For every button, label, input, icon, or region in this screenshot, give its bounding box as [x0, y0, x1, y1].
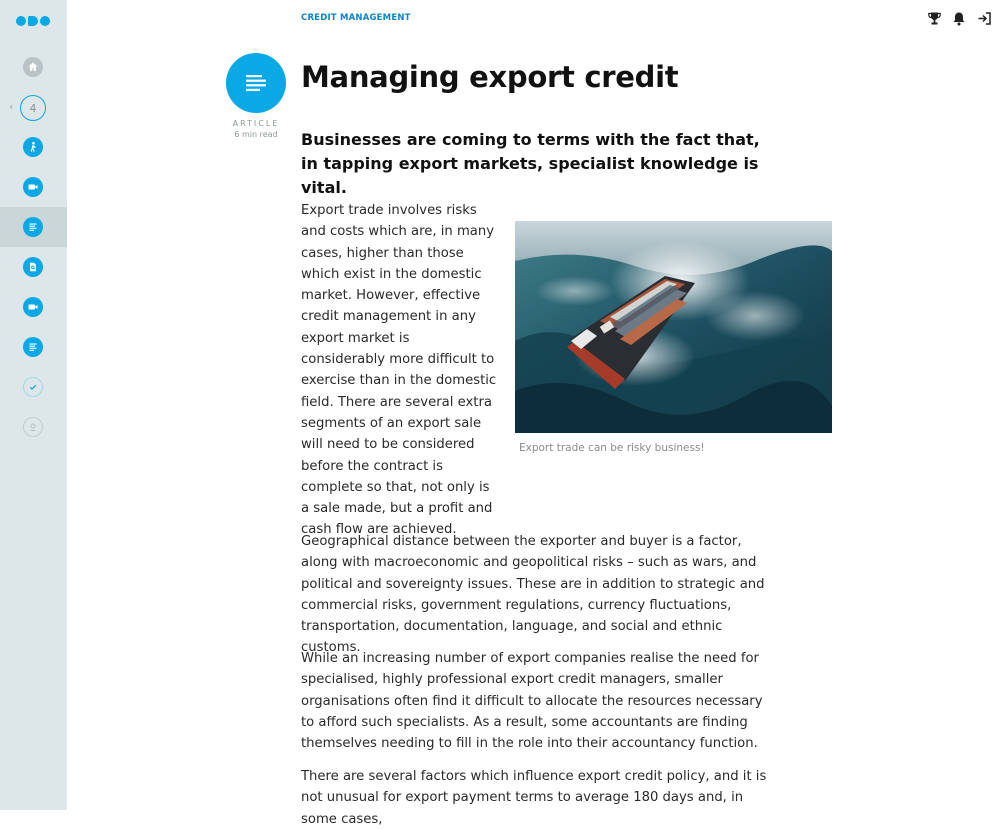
- home-icon: [23, 57, 43, 77]
- bell-icon[interactable]: [951, 10, 967, 26]
- header-actions: [926, 10, 992, 26]
- sidebar-item-quiz[interactable]: [0, 367, 67, 407]
- image-caption: Export trade can be risky business!: [519, 442, 705, 454]
- article-icon: [23, 337, 43, 357]
- sidebar-item-video-2[interactable]: [0, 287, 67, 327]
- article-paragraph-4: There are several factors which influence export credit policy, and it is not unusual for export payment terms to average 180 days and, in some cases,: [301, 769, 767, 827]
- document-search-icon: [23, 257, 43, 277]
- category-label[interactable]: CREDIT MANAGEMENT: [301, 13, 411, 23]
- sidebar-item-certificate[interactable]: [0, 407, 67, 447]
- article-figure: [515, 221, 832, 454]
- article-lead: Businesses are coming to terms with the fact that, in tapping export markets, specialist knowledge is vital.: [301, 130, 760, 197]
- video-icon: [23, 297, 43, 317]
- quiz-check-icon: [23, 377, 43, 397]
- page-title: Managing export credit: [301, 60, 679, 94]
- content-type-label: ARTICLE: [232, 119, 280, 128]
- sidebar-item-video[interactable]: [0, 167, 67, 207]
- progress-count: 4: [20, 95, 46, 121]
- read-time: 6 min read: [234, 130, 278, 139]
- ship-in-storm-image: [515, 221, 832, 433]
- article-type-badge: [226, 53, 286, 113]
- trophy-icon[interactable]: [926, 10, 942, 26]
- article-icon: [23, 217, 43, 237]
- logo[interactable]: [16, 16, 50, 26]
- sidebar-item-article[interactable]: [0, 207, 67, 247]
- person-icon: [23, 137, 43, 157]
- article-paragraph-2: Geographical distance between the exporter and buyer is a factor, along with macroeconomic and geopolitical risks – such as wars, and political and sovereignty issues. These are in addition to strategic and commercial risks, government regulations, currency fluctuations, transportation, documentation, language, and social and ethnic customs.: [301, 534, 765, 656]
- sidebar-item-person[interactable]: [0, 127, 67, 167]
- certificate-icon: [23, 417, 43, 437]
- sidebar-progress[interactable]: [0, 88, 67, 128]
- logout-icon[interactable]: [976, 10, 992, 26]
- article-icon: [243, 70, 269, 96]
- chevron-left-icon[interactable]: ‹: [9, 100, 14, 113]
- sidebar-item-document[interactable]: [0, 247, 67, 287]
- sidebar-item-article-2[interactable]: [0, 327, 67, 367]
- article-paragraph-3: While an increasing number of export companies realise the need for specialised, highly professional export credit managers, smaller organisations often find it difficult to allocate the resources necessary to afford such specialists. As a result, some accountants are finding themselves needing to fill in the role into their accountancy function.: [301, 651, 763, 752]
- sidebar-item-home[interactable]: [0, 47, 67, 87]
- video-icon: [23, 177, 43, 197]
- sidebar: [0, 0, 67, 810]
- article-paragraph-1: Export trade involves risks and costs which are, in many cases, higher than those which exist in the domestic market. However, effective credit management in any export market is considerably more difficult to exercise than in the domestic field. There are several extra segments of an export sale will need to be considered before the contract is complete so that, not only is a sale made, but a profit and cash flow are achieved.: [301, 203, 497, 538]
